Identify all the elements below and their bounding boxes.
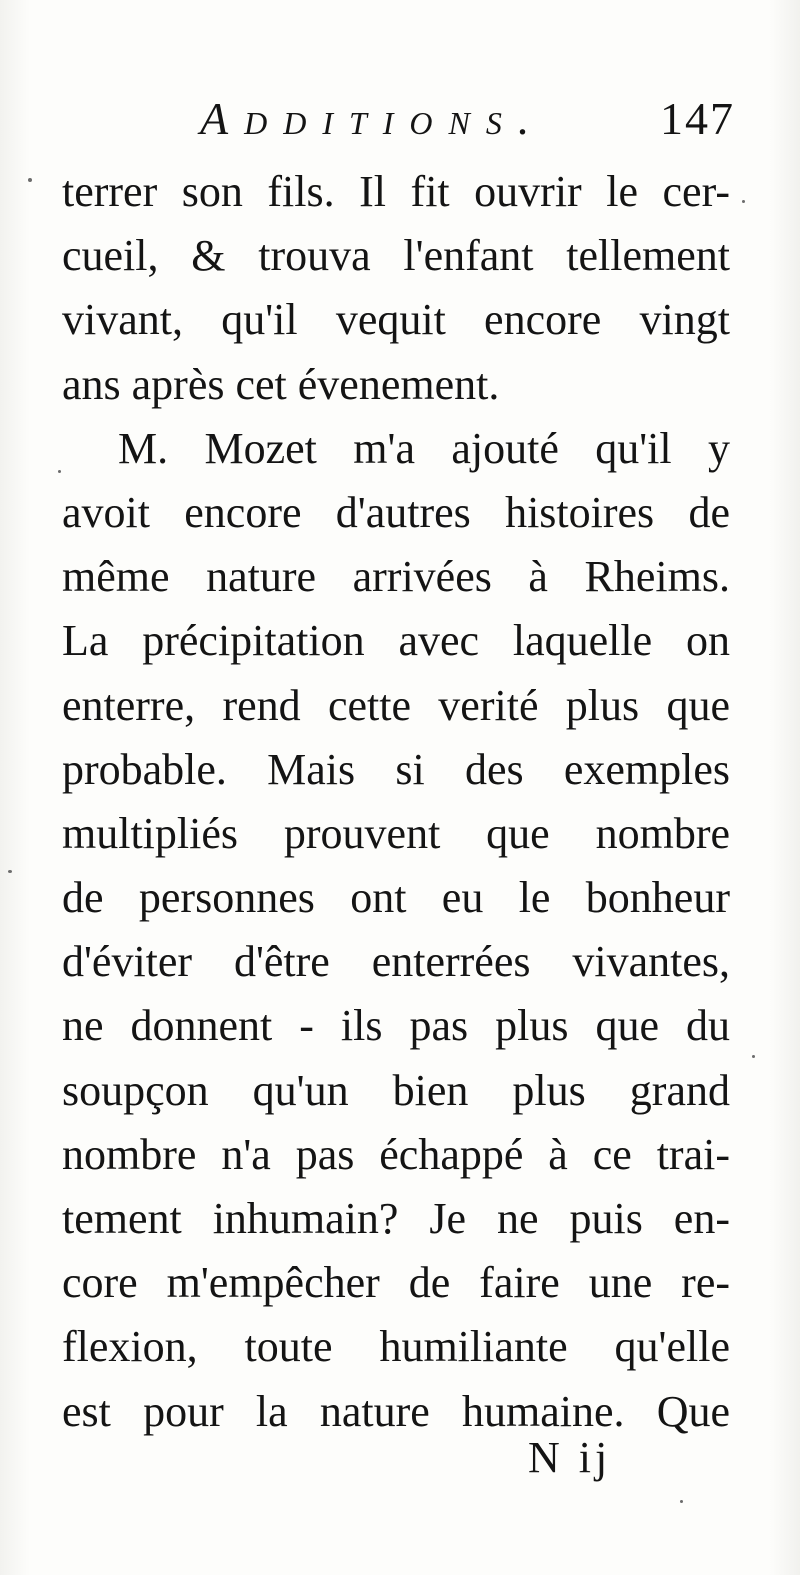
paper-speck — [752, 1055, 755, 1058]
paper-speck — [742, 200, 745, 203]
body-text — [62, 160, 730, 1444]
text-line: multipliés prouvent que nombre — [62, 808, 730, 858]
text-line: probable. Mais si des exemples — [62, 744, 730, 794]
text-line: flexion, toute humiliante qu'elle — [62, 1322, 730, 1372]
page-number: 147 — [660, 93, 735, 144]
running-head: Additions. — [200, 93, 546, 144]
text-line: vivant, qu'il vequit encore vingt — [62, 295, 730, 345]
text-line: d'éviter d'être enterrées vivantes, — [62, 937, 730, 987]
text-line: même nature arrivées à Rheims. — [62, 552, 730, 602]
paper-speck — [680, 1500, 683, 1503]
text-line: core m'empêcher de faire une re- — [62, 1258, 730, 1308]
text-line: de personnes ont eu le bonheur — [62, 873, 730, 923]
page-header — [200, 92, 735, 152]
text-line: soupçon qu'un bien plus grand — [62, 1065, 730, 1115]
text-line: cueil, & trouva l'enfant tellement — [62, 231, 730, 281]
text-line: tement inhumain? Je ne puis en- — [62, 1194, 730, 1243]
signature-mark: N ij — [528, 1433, 612, 1482]
paragraph-start-line: M. Mozet m'a ajouté qu'il y — [118, 423, 730, 473]
paper-speck — [28, 178, 32, 182]
paper-speck — [58, 470, 61, 473]
text-line: ans après cet évenement. — [62, 359, 500, 409]
text-line: ne donnent - ils pas plus que du — [62, 1001, 730, 1051]
text-line: La précipitation avec laquelle on — [62, 616, 730, 666]
text-line: avoit encore d'autres histoires de — [62, 487, 730, 537]
text-line: est pour la nature humaine. Que — [62, 1386, 730, 1436]
text-line: nombre n'a pas échappé à ce trai- — [62, 1129, 730, 1179]
text-line: enterre, rend cette verité plus que — [62, 680, 730, 730]
text-line: terrer son fils. Il fit ouvrir le cer- — [62, 167, 730, 216]
paper-speck — [8, 870, 12, 873]
